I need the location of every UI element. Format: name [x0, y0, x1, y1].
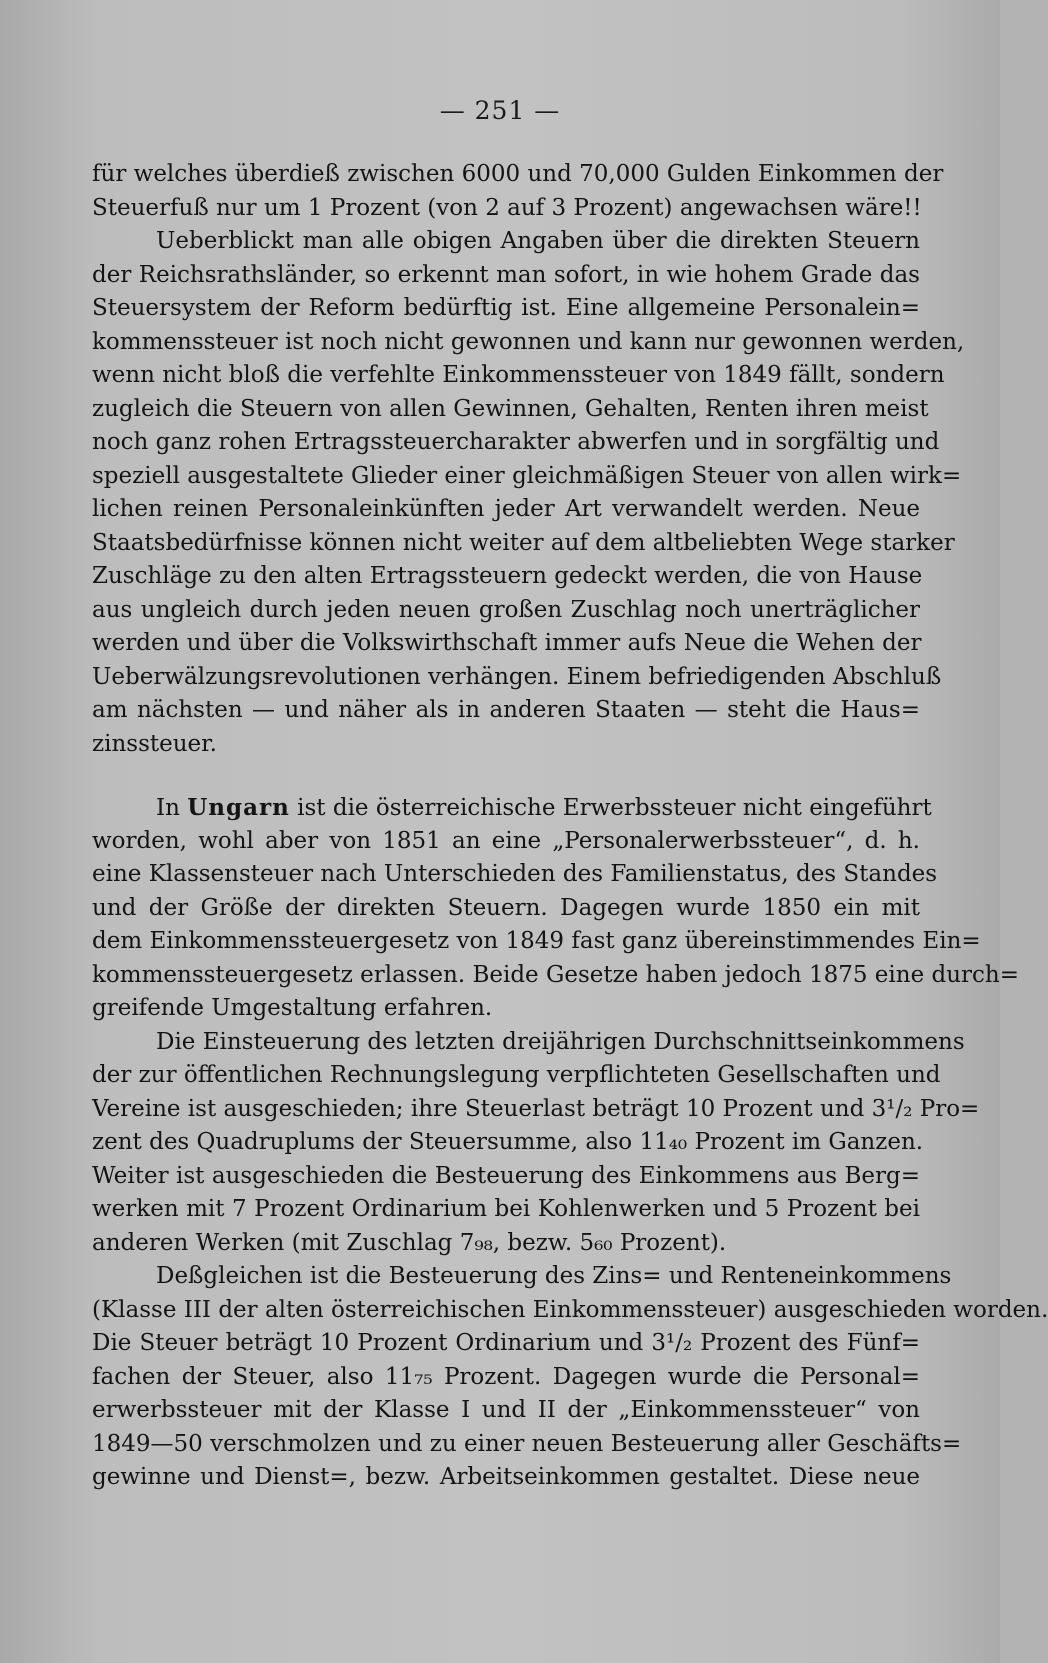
text-line: Ueberblickt man alle obigen Angaben über die direkten Steuern — [156, 228, 920, 254]
paragraph-ungarn — [92, 791, 1019, 1026]
ungarn-rest: ist die österreichische Erwerbssteuer nicht eingeführt — [289, 795, 932, 821]
text-line: wenn nicht bloß die verfehlte Einkommenssteuer von 1849 fällt, sondern — [92, 362, 945, 388]
text-line: greifende Umgestaltung erfahren. — [92, 995, 493, 1021]
text-line: der zur öffentlichen Rechnungslegung verpflichteten Gesellschaften und — [92, 1062, 941, 1088]
text-line: speziell ausgestaltete Glieder einer gleichmäßigen Steuer von allen wirk= — [92, 462, 962, 489]
text-line: dem Einkommenssteuergesetz von 1849 fast ganz übereinstimmendes Ein= — [92, 928, 981, 954]
text-line: gewinne und Dienst=, bezw. Arbeitseinkommen gestaltet. Diese neue — [92, 1464, 920, 1490]
text-line: erwerbssteuer mit der Klasse I und II der „Einkommenssteuer“ von — [92, 1397, 920, 1423]
text-line: Steuerfuß nur um 1 Prozent (von 2 auf 3 Prozent) angewachsen wäre!! — [92, 194, 922, 221]
text-line: und der Größe der direkten Steuern. Dagegen wurde 1850 ein mit — [92, 894, 920, 921]
text-line — [92, 791, 932, 825]
text-line: Steuersystem der Reform bedürftig ist. Eine allgemeine Personalein= — [92, 295, 920, 321]
text-line: (Klasse III der alten österreichischen Einkommenssteuer) ausgeschieden worden. — [92, 1296, 1048, 1323]
text-line: zent des Quadruplums der Steuersumme, also 11₄₀ Prozent im Ganzen. — [92, 1129, 924, 1155]
text-line: werden und über die Volkswirthschaft immer aufs Neue die Wehen der — [92, 630, 922, 656]
text-line: aus ungleich durch jeden neuen großen Zuschlag noch unerträglicher — [92, 596, 920, 623]
paragraph-zinssteuer — [92, 1260, 1048, 1495]
text-line: Die Einsteuerung des letzten dreijährigen Durchschnittseinkommens — [156, 1028, 965, 1055]
text-line: lichen reinen Personaleinkünften jeder Art verwandelt werden. Neue — [92, 496, 920, 522]
text-line: noch ganz rohen Ertragssteuercharakter abwerfen und in sorgfältig und — [92, 429, 940, 455]
text-line: am nächsten — und näher als in anderen Staaten — steht die Haus= — [92, 697, 920, 723]
page-number: — 251 — — [439, 96, 561, 125]
ungarn-prefix: In — [156, 795, 188, 821]
text-line: fachen der Steuer, also 11₇₅ Prozent. Dagegen wurde die Personal= — [92, 1363, 920, 1390]
text-line: zinssteuer. — [92, 730, 217, 757]
text-line: 1849—50 verschmolzen und zu einer neuen Besteuerung aller Geschäfts= — [92, 1430, 962, 1457]
text-line: Zuschläge zu den alten Ertragssteuern gedeckt werden, die von Hause — [92, 563, 923, 589]
text-line: Deßgleichen ist die Besteuerung des Zins= und Renteneinkommens — [156, 1263, 952, 1289]
text-line: Ueberwälzungsrevolutionen verhängen. Einem befriedigenden Abschluß — [92, 663, 942, 690]
text-line: eine Klassensteuer nach Unterschieden des Familienstatus, des Standes — [92, 861, 938, 887]
paragraph-reform — [92, 225, 965, 761]
text-line: Staatsbedürfnisse können nicht weiter auf dem altbeliebten Wege starker — [92, 529, 955, 556]
text-line: worden, wohl aber von 1851 an eine „Personalerwerbssteuer“, d. h. — [92, 827, 920, 854]
text-line: Die Steuer beträgt 10 Prozent Ordinarium und 3¹/₂ Prozent des Fünf= — [92, 1330, 920, 1356]
text-line: kommenssteuer ist noch nicht gewonnen und kann nur gewonnen werden, — [92, 328, 965, 355]
text-line: der Reichsrathsländer, so erkennt man sofort, in wie hohem Grade das — [92, 261, 920, 288]
paragraph-continuation — [92, 158, 944, 225]
paragraph-gesellschaften — [92, 1026, 980, 1261]
text-line: werken mit 7 Prozent Ordinarium bei Kohlenwerken und 5 Prozent bei — [92, 1196, 920, 1222]
body-text — [92, 158, 1048, 1495]
paragraph-spacer — [92, 761, 920, 791]
text-line: Vereine ist ausgeschieden; ihre Steuerlast beträgt 10 Prozent und 3¹/₂ Pro= — [92, 1095, 980, 1122]
text-line: anderen Werken (mit Zuschlag 7₉₈, bezw. 5₆₀ Prozent). — [92, 1229, 727, 1256]
text-line: zugleich die Steuern von allen Gewinnen, Gehalten, Renten ihren meist — [92, 395, 929, 422]
ungarn-emphasis: Ungarn — [187, 794, 290, 821]
text-line: Weiter ist ausgeschieden die Besteuerung des Einkommens aus Berg= — [92, 1162, 920, 1189]
text-line: kommenssteuergesetz erlassen. Beide Gesetze haben jedoch 1875 eine durch= — [92, 961, 1019, 988]
text-line: für welches überdieß zwischen 6000 und 70,000 Gulden Einkommen der — [92, 161, 944, 187]
